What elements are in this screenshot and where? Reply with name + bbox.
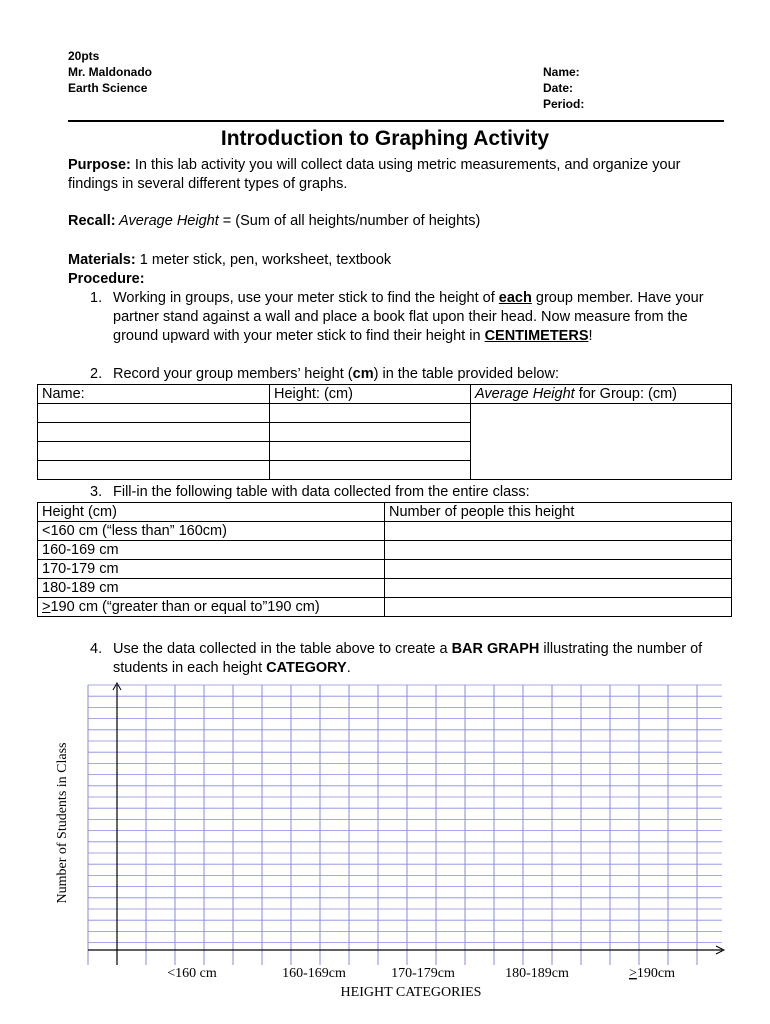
class-row-label: <160 cm (“less than” 160cm) bbox=[38, 522, 385, 541]
x-tick-label: 180-189cm bbox=[505, 966, 569, 981]
step4-end: . bbox=[346, 660, 351, 676]
period-label: Period: bbox=[543, 97, 585, 111]
step1-b: group member. Have your partner stand against a wall and place a book flat upon their head. Now measure from the ground upward with your meter stick to find their height in bbox=[113, 290, 704, 344]
x-tick-label: >190cm bbox=[628, 966, 676, 981]
step1-number: 1. bbox=[90, 290, 103, 306]
step1-a: Working in groups, use your meter stick to find the height of bbox=[113, 290, 499, 306]
x-tick-label: 160-169cm bbox=[282, 966, 346, 981]
purpose-label: Purpose: bbox=[68, 157, 131, 173]
materials-label: Materials: bbox=[68, 252, 136, 268]
step4-cat: CATEGORY bbox=[266, 660, 347, 676]
name-label: Name: bbox=[543, 65, 580, 79]
class-row-label: 160-169 cm bbox=[38, 541, 385, 560]
class-row-label: 180-189 cm bbox=[38, 579, 385, 598]
step4-number: 4. bbox=[90, 641, 103, 657]
step1-each: each bbox=[498, 290, 532, 306]
group-col-average-rest: for Group: (cm) bbox=[574, 386, 678, 402]
course: Earth Science bbox=[68, 81, 148, 95]
step2-number: 2. bbox=[90, 366, 103, 382]
step1-cm: CENTIMETERS bbox=[484, 328, 589, 344]
step4-a: Use the data collected in the table above to create a bbox=[113, 641, 452, 657]
group-col-height: Height: (cm) bbox=[270, 385, 471, 404]
purpose-text: In this lab activity you will collect data using metric measurements, and organize your findings in several different types of graphs. bbox=[68, 157, 681, 192]
step3-number: 3. bbox=[90, 484, 103, 500]
class-row-ge-text: 190 cm (“greater than or equal to”190 cm) bbox=[50, 599, 320, 615]
materials-text: 1 meter stick, pen, worksheet, textbook bbox=[135, 252, 392, 268]
recall-text: = (Sum of all heights/number of heights) bbox=[218, 213, 481, 229]
points: 20pts bbox=[68, 49, 100, 63]
step3-text: Fill-in the following table with data collected from the entire class: bbox=[113, 484, 530, 500]
date-label: Date: bbox=[543, 81, 574, 95]
grid-lines bbox=[88, 685, 722, 965]
step1-end: ! bbox=[588, 328, 593, 344]
procedure-label-text: Procedure: bbox=[68, 271, 145, 287]
x-tick-label: <160 cm bbox=[167, 966, 217, 981]
y-axis-label: Number of Students in Class bbox=[55, 742, 70, 904]
class-row-label: 170-179 cm bbox=[38, 560, 385, 579]
class-col-height: Height (cm) bbox=[38, 503, 385, 522]
class-row-ge-symbol: > bbox=[42, 599, 51, 615]
step2-cm: cm bbox=[352, 366, 374, 382]
x-axis-label: HEIGHT CATEGORIES bbox=[340, 985, 482, 1000]
recall-italic: Average Height bbox=[115, 213, 219, 229]
step2-a: Record your group members’ height ( bbox=[113, 366, 353, 382]
group-col-name: Name: bbox=[38, 385, 270, 404]
group-col-average-italic: Average Height bbox=[475, 386, 575, 402]
step2-b: ) in the table provided below: bbox=[373, 366, 560, 382]
x-tick-labels bbox=[167, 966, 675, 981]
step4-b: illustrating the number of students in each height bbox=[113, 641, 703, 676]
class-col-count: Number of people this height bbox=[385, 503, 732, 522]
teacher: Mr. Maldonado bbox=[68, 65, 152, 79]
page-title: Introduction to Graphing Activity bbox=[220, 127, 550, 150]
recall-label: Recall: bbox=[68, 213, 116, 229]
step4-bar: BAR GRAPH bbox=[451, 641, 540, 657]
x-tick-label: 170-179cm bbox=[391, 966, 455, 981]
